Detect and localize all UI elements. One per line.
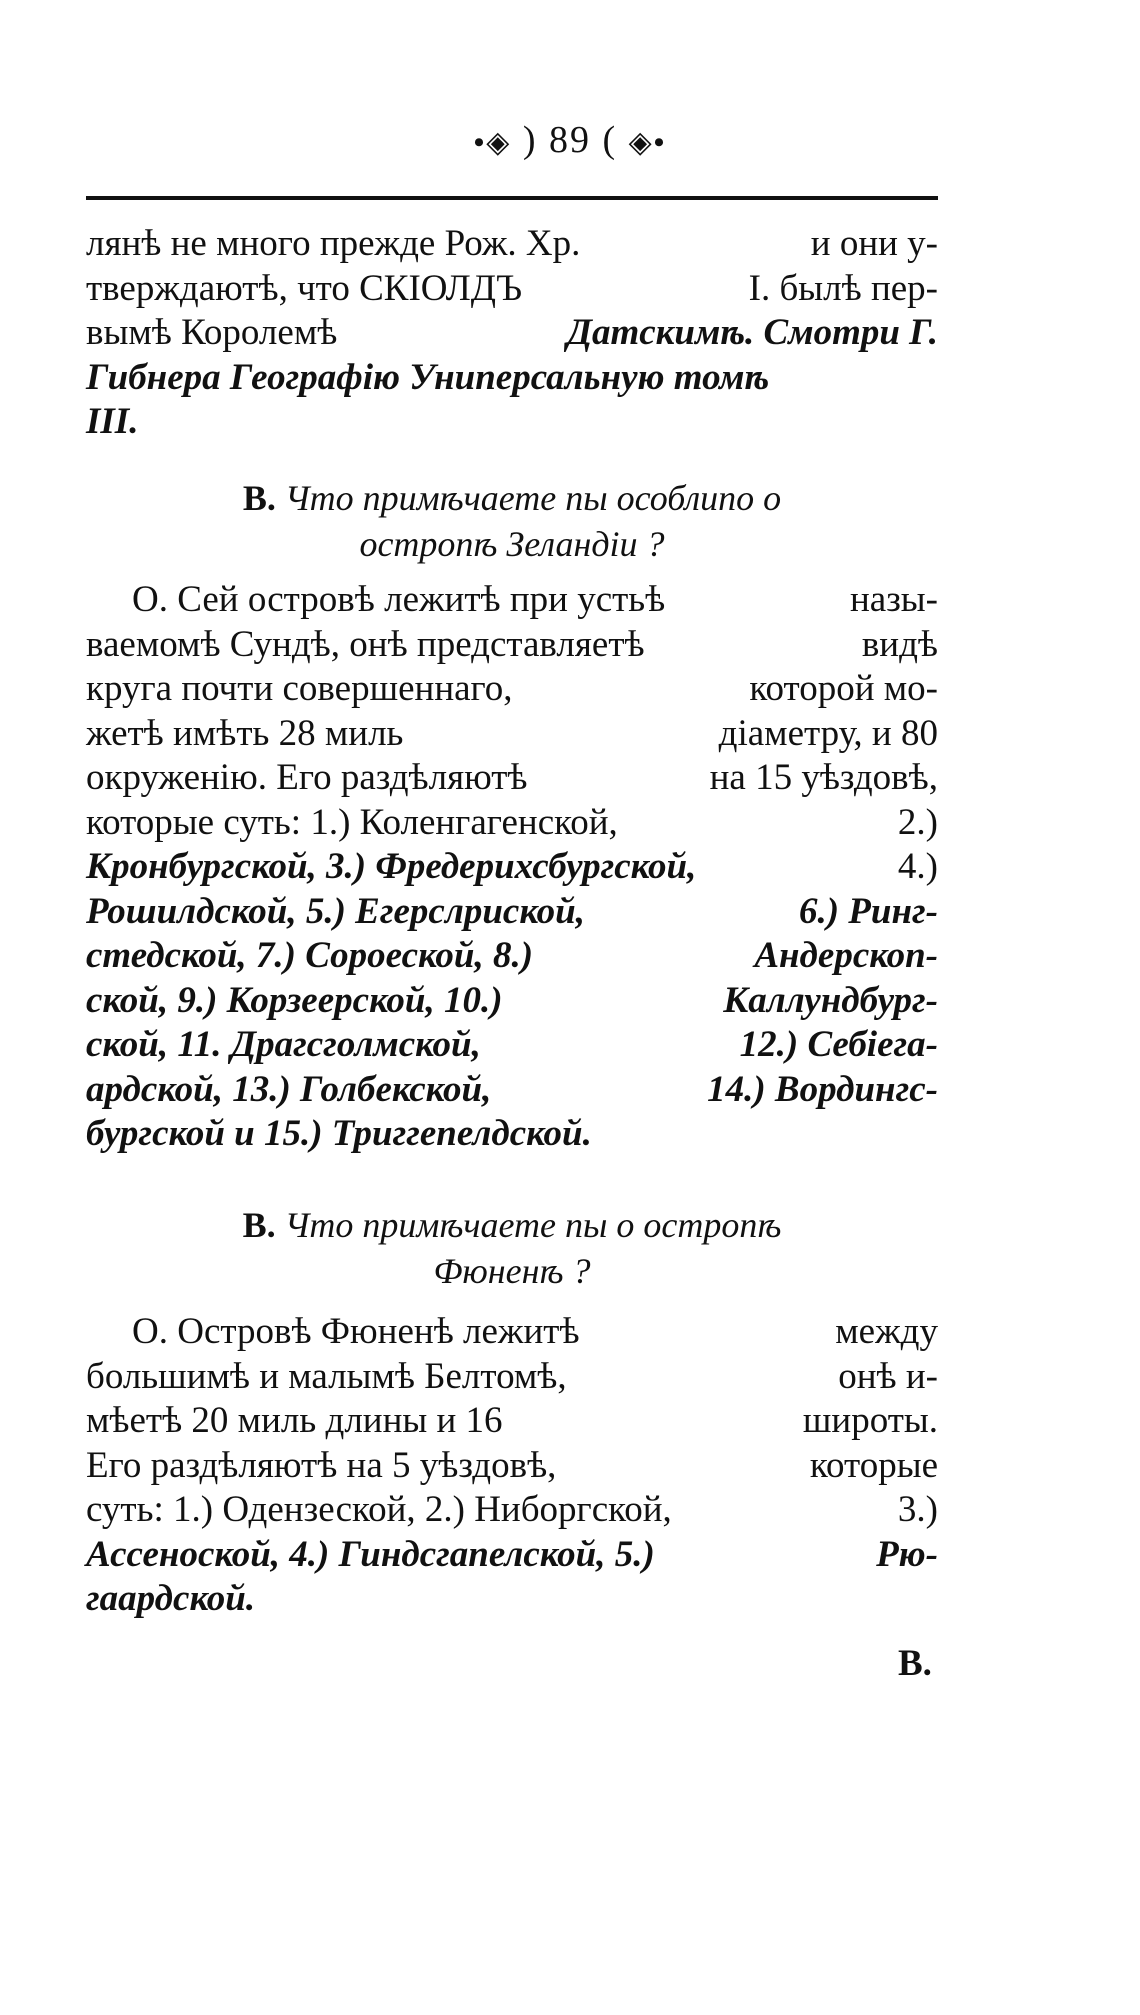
page-header <box>0 118 1140 162</box>
text-line: жетѣ имѣть 28 миль діаметру, и 80 <box>86 712 938 754</box>
header-rule <box>86 196 938 200</box>
text-line: стедской, 7.) Сороеской, 8.) Андерскоп- <box>86 935 938 976</box>
question-line: остропѣ Зеландіи ? <box>359 524 665 564</box>
text-line: круга почти совершеннаго, которой мо- <box>86 668 938 709</box>
text-line: окруженію. Его раздѣляютѣ на 15 уѣздовѣ, <box>86 757 938 798</box>
text-line: бургской и 15.) Триггепелдской. <box>86 1113 592 1154</box>
question-line: Фюненѣ ? <box>433 1251 591 1291</box>
text-line: Рошилдской, 5.) Егерслриской, 6.) Ринг- <box>86 890 938 932</box>
text-line: которые суть: 1.) Коленгагенской, 2.) <box>86 801 938 843</box>
ornament-right: ◈• <box>628 126 667 159</box>
text-line: Гибнера Географію Униперсальную томѣ <box>86 356 770 398</box>
text-line: ардской, 13.) Голбекской, 14.) Вордингс- <box>86 1068 938 1110</box>
text-line: суть: 1.) Одензеской, 2.) Ниборгской, 3.) <box>86 1489 938 1530</box>
paragraph-3 <box>86 1310 938 1622</box>
text-line: Кронбургской, 3.) Фредерихсбургской, 4.) <box>86 846 938 887</box>
text-line: ской, 11. Драгсголмской, 12.) Себіега- <box>86 1024 938 1065</box>
text-line: О. Островѣ Фюненѣ лежитѣ между <box>132 1311 938 1352</box>
text-line: лянѣ не много прежде Рож. Хр. и они у- <box>86 223 938 264</box>
catchword: В. <box>898 1643 932 1684</box>
text-line: мѣетѣ 20 миль длины и 16 широты. <box>86 1400 938 1441</box>
text-line: гаардской. <box>86 1578 256 1619</box>
page-number: ) 89 ( <box>522 119 618 161</box>
text-line: О. Сей островѣ лежитѣ при устьѣ назы- <box>132 579 938 620</box>
text-line: ской, 9.) Корзеерской, 10.) Каллундбург- <box>86 979 938 1021</box>
question-1 <box>86 475 938 567</box>
text-line: тверждаютѣ, что СКІОЛДЪ I. былѣ пер- <box>86 267 938 309</box>
question-2 <box>86 1202 938 1294</box>
ornament-left: •◈ <box>473 126 512 159</box>
paragraph-1 <box>86 222 938 445</box>
text-line: III. <box>86 401 139 442</box>
paragraph-2 <box>86 578 938 1157</box>
text-line: Ассеноской, 4.) Гиндсгапелской, 5.) Рю- <box>86 1533 938 1575</box>
text-line: Его раздѣляютѣ на 5 уѣздовѣ, которые <box>86 1444 938 1486</box>
text-line: вымѣ Королемѣ Датскимѣ. Смотри Г. <box>86 312 938 353</box>
question-line: В. Что примѣчаете пы особлипо о <box>242 478 782 518</box>
text-line: ваемомѣ Сундѣ, онѣ представляетѣ видѣ <box>86 623 938 665</box>
text-line: большимѣ и малымѣ Белтомѣ, онѣ и- <box>86 1355 938 1397</box>
question-line: В. Что примѣчаете пы о остропѣ <box>242 1205 782 1245</box>
